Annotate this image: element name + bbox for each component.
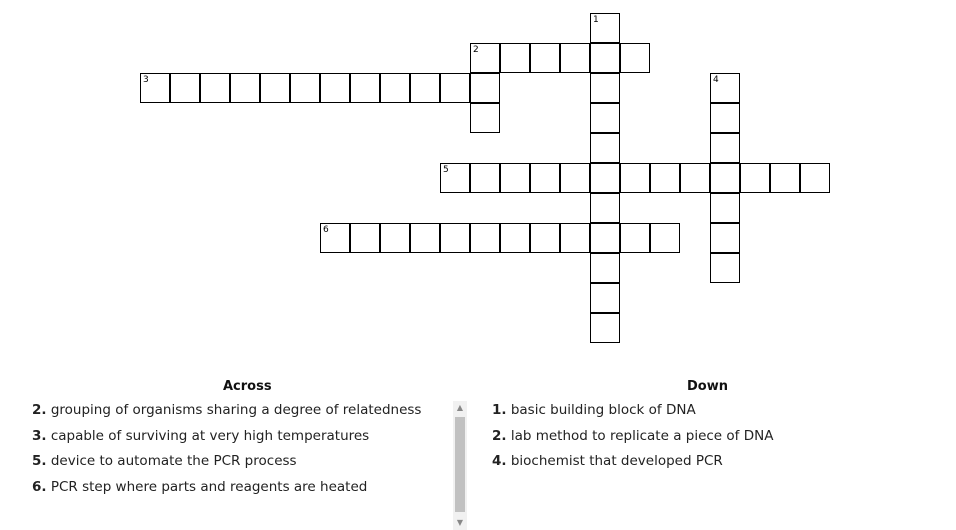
clue-text: device to automate the PCR process (50, 453, 297, 469)
grid-cell[interactable] (590, 163, 620, 193)
grid-cell[interactable] (560, 43, 590, 73)
triangle-down-icon[interactable]: ▼ (456, 518, 464, 527)
grid-cell[interactable] (470, 73, 500, 103)
clue-number-label: 4 (713, 75, 719, 85)
grid-cell[interactable] (590, 283, 620, 313)
grid-cell[interactable] (590, 13, 620, 43)
grid-cell[interactable] (590, 133, 620, 163)
grid-cell[interactable] (500, 163, 530, 193)
grid-cell[interactable] (260, 73, 290, 103)
clue-text: capable of surviving at very high temperatures (50, 428, 370, 444)
clue-number-label: 3 (143, 75, 149, 85)
grid-cell[interactable] (530, 223, 560, 253)
grid-cell[interactable] (620, 43, 650, 73)
grid-cell[interactable] (500, 223, 530, 253)
down-clue[interactable] (492, 402, 696, 418)
grid-cell[interactable] (500, 43, 530, 73)
grid-cell[interactable] (200, 73, 230, 103)
grid-cell[interactable] (560, 163, 590, 193)
clue-number: 1. (492, 402, 507, 418)
grid-cell[interactable] (410, 73, 440, 103)
clue-text: biochemist that developed PCR (510, 453, 723, 469)
grid-cell[interactable] (440, 163, 470, 193)
grid-cell[interactable] (470, 163, 500, 193)
clue-number-label: 2 (473, 45, 479, 55)
grid-cell[interactable] (560, 223, 590, 253)
grid-cell[interactable] (590, 313, 620, 343)
grid-cell[interactable] (470, 223, 500, 253)
grid-cell[interactable] (380, 223, 410, 253)
across-clue[interactable] (32, 428, 369, 444)
down-clue[interactable] (492, 428, 773, 444)
clue-number: 3. (32, 428, 47, 444)
grid-cell[interactable] (650, 163, 680, 193)
grid-cell[interactable] (440, 223, 470, 253)
grid-cell[interactable] (710, 133, 740, 163)
clue-number: 2. (492, 428, 507, 444)
clue-text: lab method to replicate a piece of DNA (510, 428, 774, 444)
across-clue[interactable] (32, 402, 421, 418)
grid-cell[interactable] (380, 73, 410, 103)
down-heading: Down (687, 379, 728, 394)
scrollbar-thumb[interactable] (455, 417, 465, 512)
down-clue[interactable] (492, 453, 723, 469)
grid-cell[interactable] (590, 193, 620, 223)
grid-cell[interactable] (710, 73, 740, 103)
grid-cell[interactable] (710, 223, 740, 253)
grid-cell[interactable] (710, 103, 740, 133)
grid-cell[interactable] (230, 73, 260, 103)
clue-number-label: 1 (593, 15, 599, 25)
triangle-up-icon[interactable]: ▲ (456, 403, 464, 412)
grid-cell[interactable] (620, 223, 650, 253)
clue-text: PCR step where parts and reagents are heated (50, 479, 368, 495)
grid-cell[interactable] (590, 223, 620, 253)
grid-cell[interactable] (740, 163, 770, 193)
grid-cell[interactable] (350, 73, 380, 103)
clue-number: 2. (32, 402, 47, 418)
clue-scrollbar[interactable] (453, 401, 467, 530)
grid-cell[interactable] (710, 193, 740, 223)
clue-number: 5. (32, 453, 47, 469)
clue-number-label: 6 (323, 225, 329, 235)
grid-cell[interactable] (170, 73, 200, 103)
across-clue[interactable] (32, 453, 297, 469)
grid-cell[interactable] (470, 43, 500, 73)
grid-cell[interactable] (590, 43, 620, 73)
grid-cell[interactable] (710, 253, 740, 283)
grid-cell[interactable] (800, 163, 830, 193)
grid-cell[interactable] (680, 163, 710, 193)
grid-cell[interactable] (590, 73, 620, 103)
grid-cell[interactable] (530, 43, 560, 73)
grid-cell[interactable] (710, 163, 740, 193)
grid-cell[interactable] (770, 163, 800, 193)
grid-cell[interactable] (410, 223, 440, 253)
grid-cell[interactable] (350, 223, 380, 253)
clue-text: grouping of organisms sharing a degree of relatedness (50, 402, 422, 418)
grid-cell[interactable] (140, 73, 170, 103)
grid-cell[interactable] (590, 103, 620, 133)
grid-cell[interactable] (320, 73, 350, 103)
across-heading: Across (223, 379, 272, 394)
grid-cell[interactable] (440, 73, 470, 103)
clue-number: 6. (32, 479, 47, 495)
clue-number-label: 5 (443, 165, 449, 175)
grid-cell[interactable] (650, 223, 680, 253)
grid-cell[interactable] (320, 223, 350, 253)
clue-text: basic building block of DNA (510, 402, 696, 418)
clue-number: 4. (492, 453, 507, 469)
grid-cell[interactable] (530, 163, 560, 193)
grid-cell[interactable] (290, 73, 320, 103)
across-clue[interactable] (32, 479, 367, 495)
grid-cell[interactable] (590, 253, 620, 283)
grid-cell[interactable] (620, 163, 650, 193)
grid-cell[interactable] (470, 103, 500, 133)
